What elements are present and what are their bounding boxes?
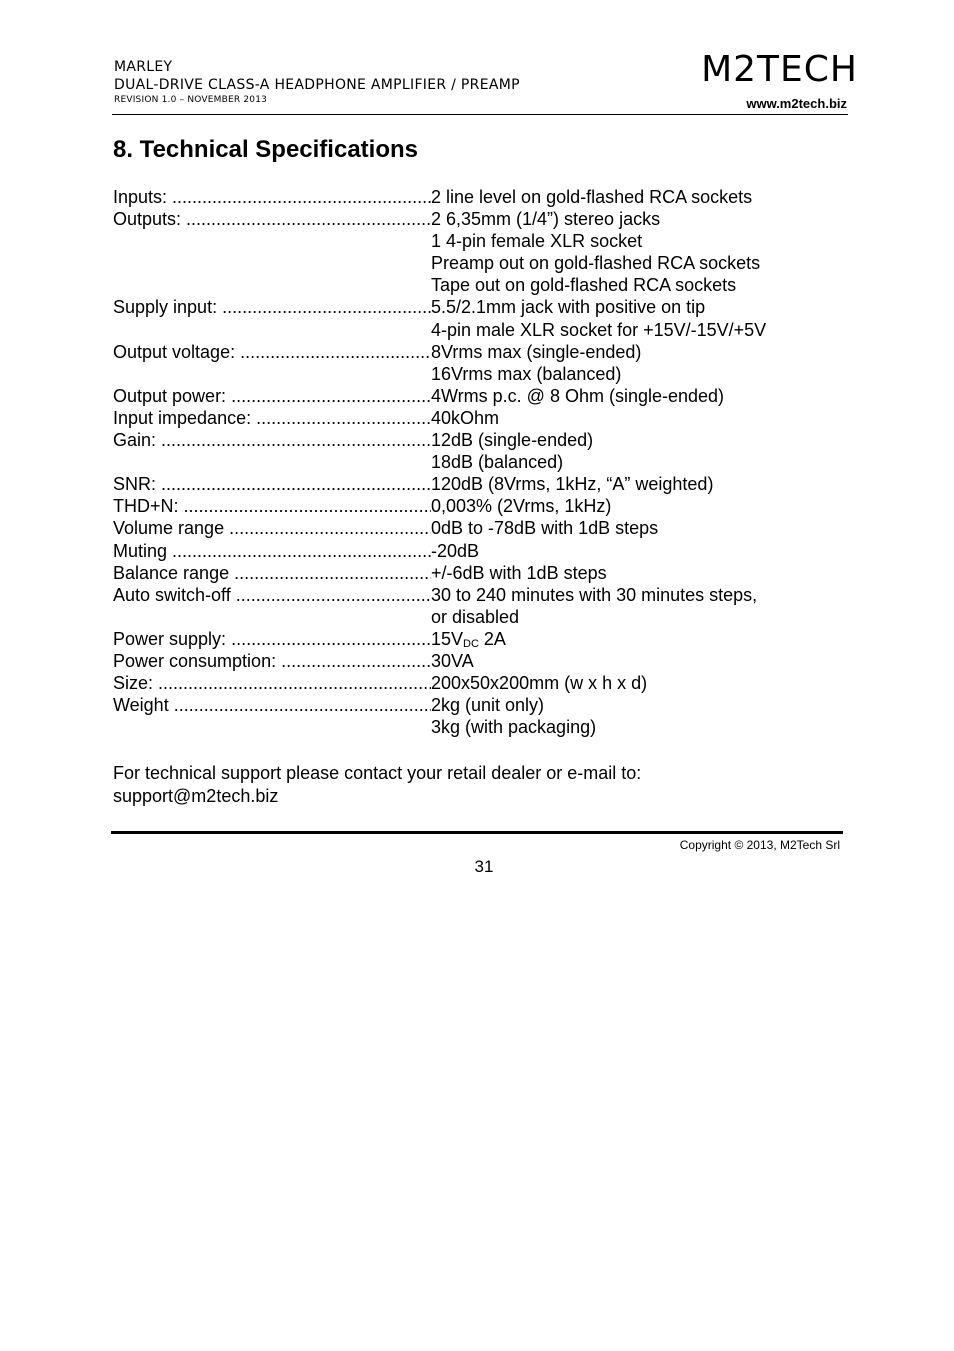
spec-row [113,208,766,296]
spec-label: THD+N: ..... [113,495,431,517]
spec-value: 12dB (single-ended) [431,430,594,451]
spec-value: 0dB to -78dB with 1dB steps [431,518,659,539]
footer-divider [111,831,843,834]
copyright-notice: Copyright © 2013, M2Tech Srl [679,838,840,852]
spec-row [113,186,766,208]
spec-row [113,562,766,584]
spec-label: Volume range ..... [113,517,431,539]
spec-value: 18dB (balanced) [431,452,564,473]
spec-label: Size: ..... [113,672,431,694]
spec-label: Output power: ..... [113,385,431,407]
spec-values [431,628,506,650]
spec-label: Inputs: ..... [113,186,431,208]
spec-label: Weight ..... [113,694,431,716]
spec-values [431,650,474,672]
spec-value: Tape out on gold-flashed RCA sockets [431,275,737,296]
spec-label: Input impedance: ..... [113,407,431,429]
spec-label: Balance range ..... [113,562,431,584]
support-text: For technical support please contact your retail dealer or e-mail to: [113,763,642,783]
spec-label: Outputs: ..... [113,208,431,230]
spec-row [113,672,766,694]
spec-values [431,672,647,694]
spec-label: Supply input: ..... [113,296,431,318]
spec-value: +/-6dB with 1dB steps [431,562,607,583]
spec-values [431,341,641,385]
spec-row [113,650,766,672]
spec-value: Preamp out on gold-flashed RCA sockets [431,253,761,274]
website-link[interactable]: www.m2tech.biz [746,96,847,111]
spec-row [113,517,766,539]
spec-value: or disabled [431,606,520,627]
spec-values [431,186,752,208]
spec-values [431,407,499,429]
spec-value: 1 4-pin female XLR socket [431,231,643,252]
spec-label: Muting ..... [113,540,431,562]
spec-value: 120dB (8Vrms, 1kHz, “A” weighted) [431,474,714,495]
spec-values [431,473,713,495]
spec-value: 30 to 240 minutes with 30 minutes steps, [431,584,758,605]
spec-values [431,694,596,738]
spec-values [431,208,760,296]
spec-label: Gain: ..... [113,429,431,451]
header-divider [112,114,848,115]
spec-label: SNR: ..... [113,473,431,495]
spec-value: 2 line level on gold-flashed RCA sockets [431,187,753,207]
page-number: 31 [474,857,494,876]
spec-value: 2 6,35mm (1/4”) stereo jacks [431,209,661,230]
support-paragraph [113,762,641,807]
spec-value [431,628,506,650]
spec-label: Output voltage: ..... [113,341,431,363]
spec-value: 5.5/2.1mm jack with positive on tip [431,297,706,318]
spec-label: Auto switch-off ..... [113,584,431,606]
brand-logo: M2TECH [701,49,858,90]
spec-values [431,562,607,584]
spec-value: 30VA [431,650,474,671]
spec-value: 8Vrms max (single-ended) [431,341,642,362]
document-header [114,58,520,106]
voltage-value: 15V [431,628,464,649]
spec-values [431,429,593,473]
spec-row [113,628,766,650]
current-value: 2A [478,628,506,649]
spec-value: 40kOhm [431,407,500,428]
spec-values [431,495,611,517]
spec-values [431,584,757,628]
spec-value: 2kg (unit only) [431,695,545,716]
spec-row [113,407,766,429]
spec-value: 16Vrms max (balanced) [431,363,622,384]
product-name: MARLEY [114,59,173,75]
spec-row [113,540,766,562]
spec-label: Power consumption: ..... [113,650,431,672]
support-email[interactable]: support@m2tech.biz [113,785,279,806]
spec-value: 4Wrms p.c. @ 8 Ohm (single-ended) [431,385,725,406]
spec-values [431,540,479,562]
spec-values [431,385,724,407]
spec-row [113,296,766,340]
product-subtitle: DUAL-DRIVE CLASS-A HEADPHONE AMPLIFIER / PREAMP [114,77,520,93]
voltage-subscript: DC [463,637,479,650]
section-title: 8. Technical Specifications [113,136,418,163]
spec-row [113,341,766,385]
spec-values [431,517,658,539]
spec-row [113,495,766,517]
spec-value: 0,003% (2Vrms, 1kHz) [431,496,612,517]
spec-row [113,385,766,407]
spec-row [113,694,766,738]
spec-row [113,584,766,628]
revision-info: REVISION 1.0 – NOVEMBER 2013 [114,95,268,105]
spec-values [431,296,766,340]
spec-value: 200x50x200mm (w x h x d) [431,673,648,694]
spec-value: 4-pin male XLR socket for +15V/-15V/+5V [431,319,767,340]
spec-value: 3kg (with packaging) [431,717,597,738]
spec-label: Power supply: ..... [113,628,431,650]
spec-value: -20dB [431,540,480,561]
spec-row [113,473,766,495]
spec-row [113,429,766,473]
spec-list [113,186,766,738]
